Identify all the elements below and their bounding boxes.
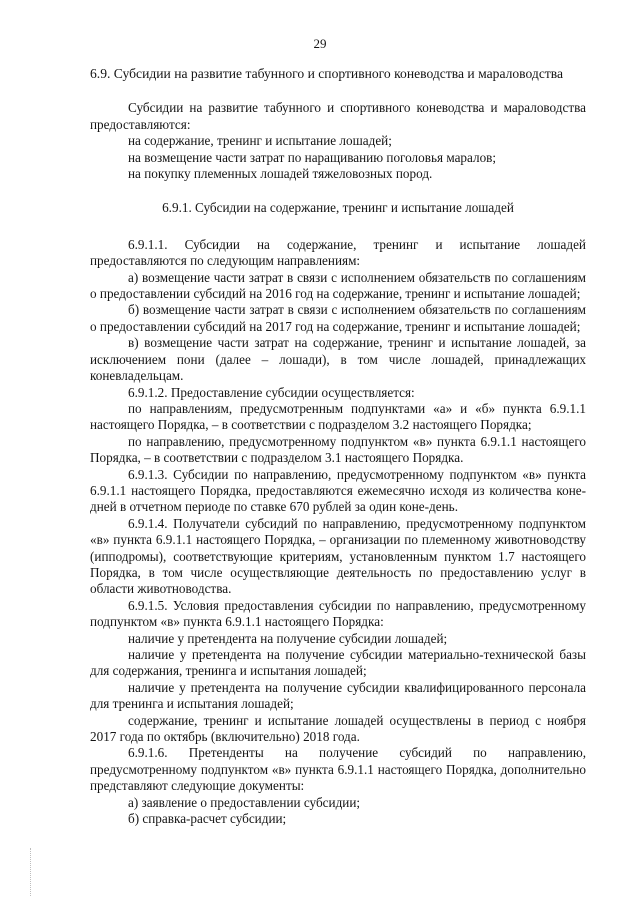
paragraph: 6.9.1.2. Предоставление субсидии осуществляется:	[128, 384, 415, 400]
paragraph: 6.9.1.1. Субсидии на содержание, тренинг и испытание лошадей предоставляются по следующим направлениям:	[90, 236, 586, 269]
intro-list-item: на покупку племенных лошадей тяжеловозных пород.	[128, 166, 433, 182]
document-body	[90, 66, 586, 827]
paragraph: а) возмещение части затрат в связи с исполнением обязательств по соглашениям о предоставлении субсидий на 2016 год на содержание, тренинг и испытание лошадей;	[90, 269, 586, 302]
paragraph: а) заявление о предоставлении субсидии;	[128, 794, 361, 810]
subsection-heading: 6.9.1. Субсидии на содержание, тренинг и испытание лошадей	[162, 200, 514, 216]
paragraph: наличие у претендента на получение субсидии лошадей;	[128, 630, 448, 646]
intro-list-item: на содержание, тренинг и испытание лошадей;	[128, 133, 392, 149]
paragraph: б) возмещение части затрат в связи с исполнением обязательств по соглашениям о предоставлении субсидий на 2017 год на содержание, тренинг и испытание лошадей;	[90, 302, 586, 334]
paragraph: 6.9.1.6. Претенденты на получение субсидий по направлению, предусмотренному подпунктом «в» пункта 6.9.1.1 настоящего Порядка, дополнительно представляют следующие документы:	[90, 745, 586, 794]
paragraph: наличие у претендента на получение субсидии квалифицированного персонала для тренинга и испытания лошадей;	[90, 679, 586, 712]
section-heading: 6.9. Субсидии на развитие табунного и спортивного коневодства и мараловодства	[90, 66, 564, 81]
paragraph: по направлению, предусмотренному подпунктом «в» пункта 6.9.1.1 настоящего Порядка, – в соответствии с подразделом 3.1 настоящего Порядка.	[90, 433, 586, 466]
paragraph: в) возмещение части затрат на содержание, тренинг и испытание лошадей, за исключением пони (далее – лошади), в том числе лошадей, принадлежащих коневладельцам.	[90, 335, 586, 384]
paragraph: 6.9.1.3. Субсидии по направлению, предусмотренному подпунктом «в» пункта 6.9.1.1 настоящего Порядка, предоставляются ежемесячно исходя из количества коне-дней в отчетном периоде по ставке 670 рублей за один коне-день.	[90, 466, 586, 515]
paragraph: наличие у претендента на получение субсидии материально-технической базы для содержания, тренинга и испытания лошадей;	[90, 647, 586, 679]
scan-margin-marks	[30, 848, 35, 896]
intro-paragraph: Субсидии на развитие табунного и спортивного коневодства и мараловодства предоставляются:	[90, 100, 586, 132]
paragraph: содержание, тренинг и испытание лошадей осуществлены в период с ноября 2017 года по октябрь (включительно) 2018 года.	[90, 712, 586, 745]
page-number: 29	[313, 36, 327, 51]
intro-list-item: на возмещение части затрат по наращиванию поголовья маралов;	[128, 149, 497, 165]
paragraph: 6.9.1.4. Получатели субсидий по направлению, предусмотренному подпунктом «в» пункта 6.9.1.1 настоящего Порядка, – организации по племенному животноводству (ипподромы), соответствующие критериям, установленным пунктом 1.7 настоящего Порядка, в том числе осуществляющие деятельность по предоставлению услуг в области животноводства.	[90, 515, 586, 597]
paragraph: б) справка-расчет субсидии;	[128, 811, 287, 827]
paragraph: по направлениям, предусмотренным подпунктами «а» и «б» пункта 6.9.1.1 настоящего Порядка, – в соответствии с подразделом 3.2 настоящего Порядка;	[90, 400, 586, 433]
paragraph: 6.9.1.5. Условия предоставления субсидии по направлению, предусмотренному подпунктом «в» пункта 6.9.1.1 настоящего Порядка:	[90, 597, 586, 630]
